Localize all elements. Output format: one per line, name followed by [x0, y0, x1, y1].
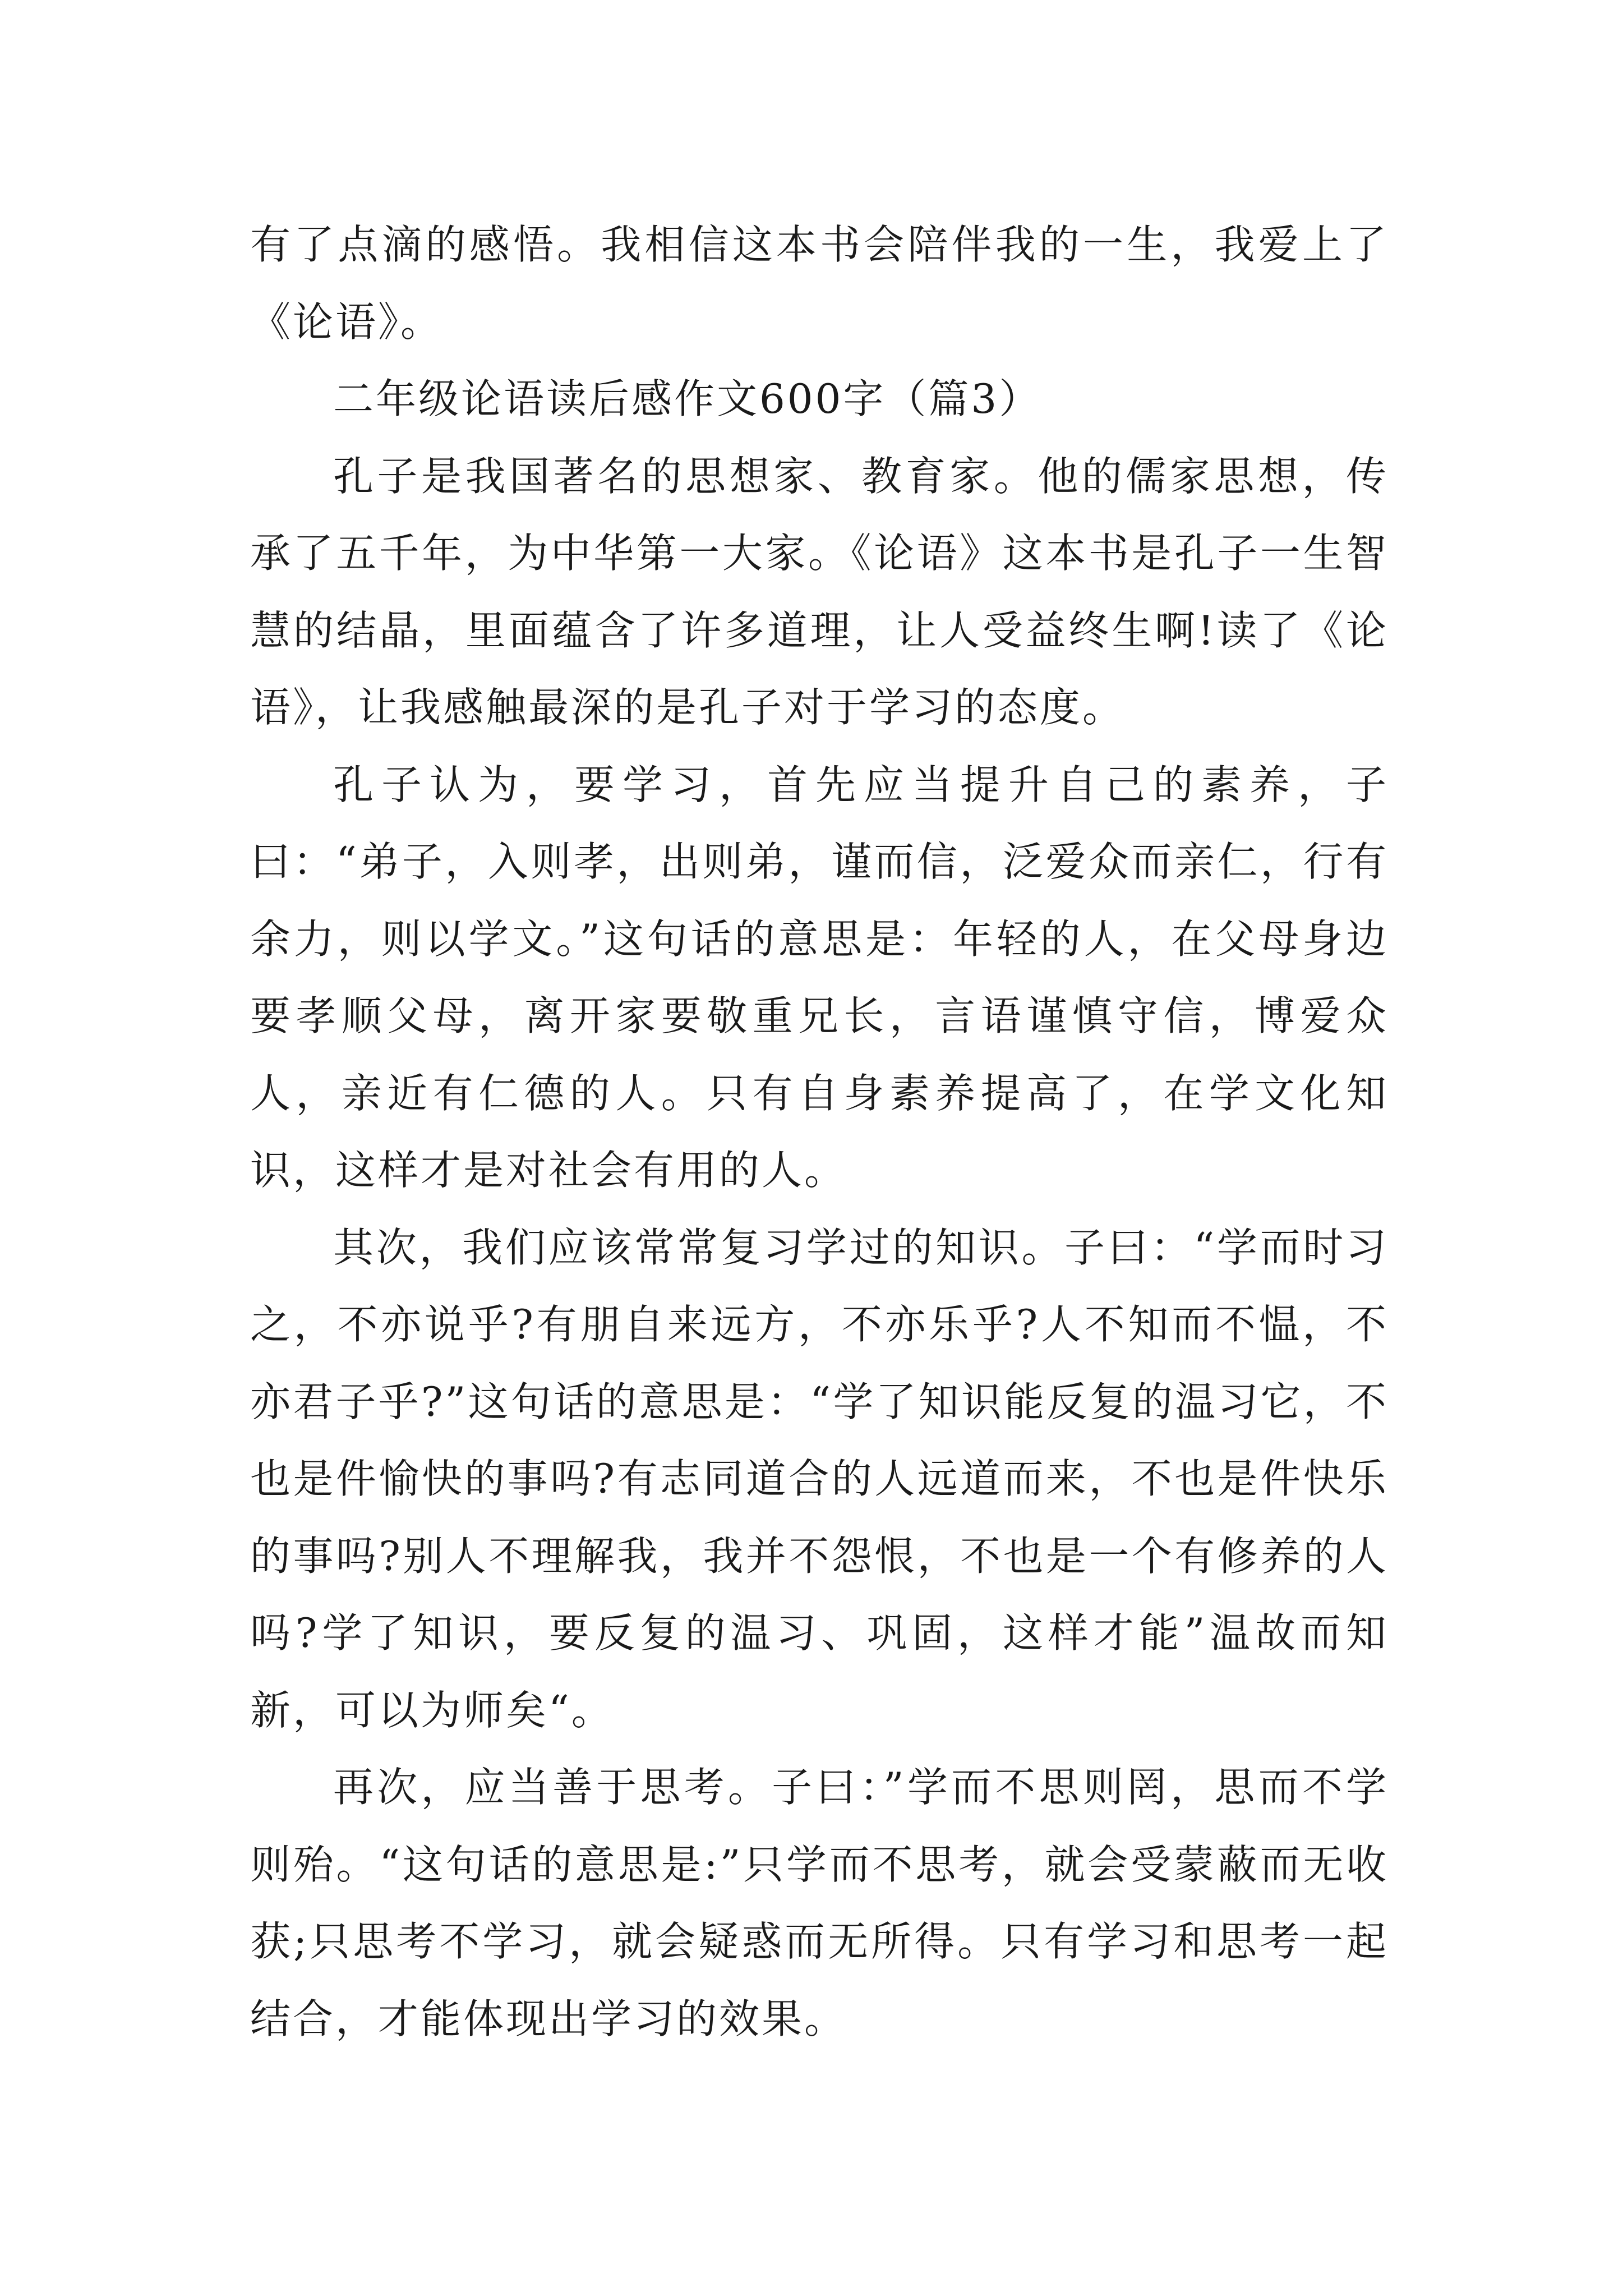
paragraph: 孔子认为，要学习，首先应当提升自己的素养，子曰：“弟子，入则孝，出则弟，谨而信，泛爱众而亲仁，行有余力，则以学文。”这句话的意思是：年轻的人，在父母身边要孝顺父母，离开家要敬重兄长，言语谨慎守信，博爱众人，亲近有仁德的人。只有自身素养提高了，在学文化知识，这样才是对社会有用的人。 — [250, 761, 1389, 1194]
section-heading: 二年级论语读后感作文600字（篇3） — [333, 375, 1042, 422]
document-body — [250, 206, 1389, 2058]
paragraph: 其次，我们应该常常复习学过的知识。子曰：“学而时习之，不亦说乎?有朋自来远方，不亦乐乎?人不知而不愠，不亦君子乎?”这句话的意思是：“学了知识能反复的温习它，不也是件愉快的事吗?有志同道合的人远道而来，不也是件快乐的事吗?别人不理解我，我并不怨恨，不也是一个有修养的人吗?学了知识，要反复的温习、巩固，这样才能”温故而知新，可以为师矣“。 — [250, 1223, 1389, 1734]
paragraph-continuation: 有了点滴的感悟。我相信这本书会陪伴我的一生，我爱上了《论语》。 — [250, 221, 1389, 346]
paragraph: 再次，应当善于思考。子曰：”学而不思则罔，思而不学则殆。“这句话的意思是:”只学而不思考，就会受蒙蔽而无收获;只思考不学习，就会疑惑而无所得。只有学习和思考一起结合，才能体现出学习的效果。 — [250, 1764, 1389, 2042]
paragraph: 孔子是我国著名的思想家、教育家。他的儒家思想，传承了五千年，为中华第一大家。《论语》这本书是孔子一生智慧的结晶，里面蕴含了许多道理，让人受益终生啊!读了《论语》，让我感触最深的是孔子对于学习的态度。 — [250, 452, 1389, 731]
